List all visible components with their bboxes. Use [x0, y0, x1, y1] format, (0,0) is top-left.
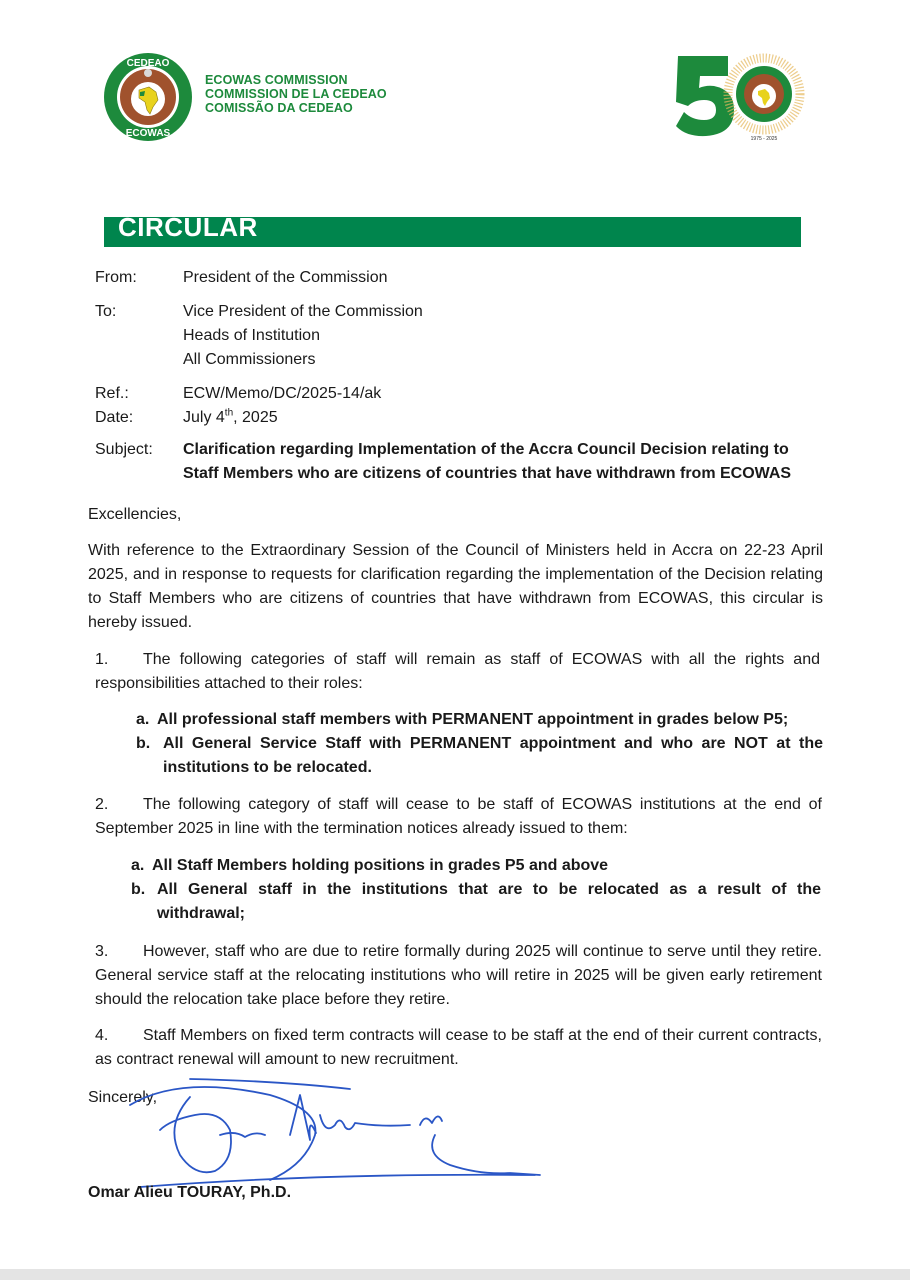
organization-names [205, 73, 387, 115]
section-number: 3. [95, 943, 109, 960]
section-number: 4. [95, 1027, 109, 1044]
section-2-paragraph: 2. The following category of staff will cease to be staff of ECOWAS institutions at the end of September 2025 in line with the termination notices already issued to them: [95, 793, 822, 841]
circular-page: CEDEAO ECOWAS ECOWAS COMMISSION COMMISSION DE LA CEDEAO COMISSÃO DA CEDEAO 1975 - 2025 CIRCULAR From: President of the Commission To: Vice President of the Commission Heads of Institution All Commissioners Ref.: ECW/Memo/DC/2025-14/ak Date: July 4th, 2025 Subject: Clarification regarding Implementation of the Accra Council Decision relating to Staff Members who are citizens of countries that have withdrawn from ECOWAS Excellencies, With reference to the Extraordinary Session of the Council of Ministers held in Accra on 22-23 April 2025, and in response to requests for clarification regarding the implementation of the Decision relating to Staff Members who are citizens of countries that have withdrawn from ECOWAS, this circular is hereby issued. 1. The following categories of staff will remain as staff of ECOWAS with all the rights and responsibilities attached to their roles: a. All professional staff members with PERMANENT appointment in grades below P5; b. All General Service Staff with PERMANENT appointment and who are NOT at the institutions to be relocated. 2. The following category of staff will cease to be staff of ECOWAS institutions at the end of September 2025 in line with the termination notices already issued to them: a. All Staff Members holding positions in grades P5 and above b. All General staff in the institutions that are to be relocated as a result of the withdrawal; 3. However, staff who are due to retire formally during 2025 will continue to serve until they retire. General service staff at the relocating institutions who will retire in 2025 will be given early retirement should the relocation take place before they retire. 4. Staff Members on fixed term contracts will cease to be staff at the end of their current contracts, as contract renewal will amount to new recruitment. Sincerely, Omar Alieu TOURAY, Ph.D. [0, 0, 910, 1266]
section-1-paragraph: 1. The following categories of staff will remain as staff of ECOWAS with all the rights and responsibilities attached to their roles: [95, 648, 820, 696]
section-number: 2. [95, 796, 109, 813]
ref-value: ECW/Memo/DC/2025-14/ak [183, 385, 382, 402]
intro-paragraph: With reference to the Extraordinary Session of the Council of Ministers held in Accra on 22-23 April 2025, and in response to requests for clarification regarding the implementation of the Decision relating to Staff Members who are citizens of countries that have withdrawn from ECOWAS, this circular is hereby issued. [88, 542, 823, 631]
subject-label: Subject: [95, 441, 153, 458]
from-value: President of the Commission [183, 269, 388, 286]
circular-banner [104, 212, 801, 247]
to-recipient: Heads of Institution [183, 327, 320, 344]
svg-text:1975 - 2025: 1975 - 2025 [750, 136, 778, 142]
ref-label: Ref.: [95, 385, 129, 402]
org-name-portuguese: COMISSÃO DA CEDEAO [205, 101, 353, 115]
signer-name: Omar Alieu TOURAY, Ph.D. [88, 1184, 292, 1201]
org-name-english: ECOWAS COMMISSION [205, 73, 348, 87]
to-recipient: All Commissioners [183, 351, 316, 368]
ecowas-50th-anniversary-icon [672, 52, 812, 142]
svg-text:ECOWAS: ECOWAS [125, 128, 171, 139]
section-3-paragraph: 3. However, staff who are due to retire formally during 2025 will continue to serve until they retire. General service staff at the relocating institutions who will retire in 2025 will be given early retirement should the relocation take place before they retire. [95, 940, 822, 1012]
org-name-french: COMMISSION DE LA CEDEAO [205, 87, 387, 101]
subject-line-1: Clarification regarding Implementation of the Accra Council Decision relating to [183, 441, 789, 458]
section-number: 1. [95, 651, 109, 668]
date-label: Date: [95, 409, 134, 426]
from-label: From: [95, 269, 137, 286]
to-label: To: [95, 303, 117, 320]
document-title: CIRCULAR [118, 212, 258, 242]
section-4-paragraph: 4. Staff Members on fixed term contracts will cease to be staff at the end of their current contracts, as contract renewal will amount to new recruitment. [95, 1024, 822, 1072]
date-value: July 4th, 2025 [183, 407, 278, 426]
svg-text:CEDEAO: CEDEAO [126, 58, 170, 69]
to-recipient: Vice President of the Commission [183, 303, 423, 320]
viewer-bottom-edge [0, 1269, 910, 1280]
ecowas-emblem-icon [103, 52, 193, 142]
subject-line-2: Staff Members who are citizens of countries that have withdrawn from ECOWAS [183, 465, 792, 482]
salutation: Excellencies, [88, 506, 182, 523]
valediction: Sincerely, [88, 1089, 158, 1106]
